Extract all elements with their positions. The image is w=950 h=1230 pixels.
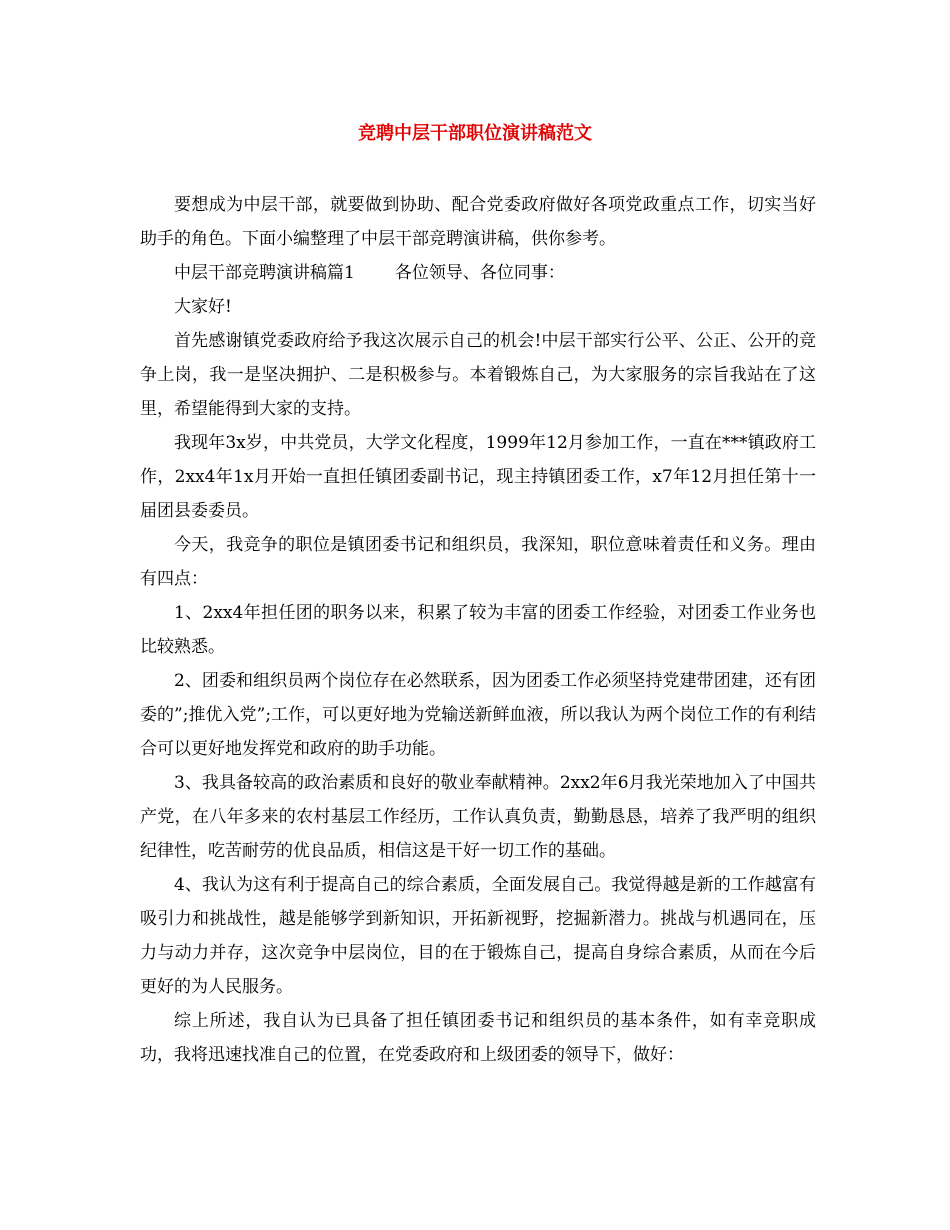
body-paragraph: 首先感谢镇党委政府给予我这次展示自己的机会!中层干部实行公平、公正、公开的竞争上岗，我一是坚决拥护、二是积极参与。本着锻炼自己，为大家服务的宗旨我站在了这里，希望能得到大家的支持。 bbox=[140, 331, 816, 419]
document-title: 竞聘中层干部职位演讲稿范文 bbox=[358, 123, 592, 144]
salutation: 各位领导、各位同事： bbox=[394, 263, 565, 283]
document-body bbox=[140, 188, 816, 1072]
body-paragraph: 综上所述，我自认为已具备了担任镇团委书记和组织员的基本条件，如有幸竞职成功，我将迅速找准自己的位置，在党委政府和上级团委的领导下，做好： bbox=[140, 1011, 816, 1065]
intro-paragraph: 要想成为中层干部，就要做到协助、配合党委政府做好各项党政重点工作，切实当好助手的角色。下面小编整理了中层干部竞聘演讲稿，供你参考。 bbox=[140, 195, 816, 249]
section-heading: 中层干部竞聘演讲稿篇1 bbox=[174, 263, 355, 283]
body-paragraph: 我现年3x岁，中共党员，大学文化程度，1999年12月参加工作，一直在***镇政府工作，2xx4年1x月开始一直担任镇团委副书记，现主持镇团委工作，x7年12月担任第十一届团县委委员。 bbox=[140, 433, 816, 521]
body-paragraph: 4、我认为这有利于提高自己的综合素质，全面发展自己。我觉得越是新的工作越富有吸引力和挑战性，越是能够学到新知识，开拓新视野，挖掘新潜力。挑战与机遇同在，压力与动力并存，这次竞争中层岗位，目的在于锻炼自己，提高自身综合素质，从而在今后更好的为人民服务。 bbox=[140, 875, 816, 997]
body-paragraph: 1、2xx4年担任团的职务以来，积累了较为丰富的团委工作经验，对团委工作业务也比较熟悉。 bbox=[140, 603, 816, 657]
section-heading-line bbox=[140, 256, 816, 290]
body-paragraph: 3、我具备较高的政治素质和良好的敬业奉献精神。2xx2年6月我光荣地加入了中国共产党，在八年多来的农村基层工作经历，工作认真负责，勤勤恳恳，培养了我严明的组织纪律性，吃苦耐劳的优良品质，相信这是干好一切工作的基础。 bbox=[140, 773, 816, 861]
body-paragraph: 今天，我竞争的职位是镇团委书记和组织员，我深知，职位意味着责任和义务。理由有四点： bbox=[140, 535, 816, 589]
greeting: 大家好! bbox=[174, 297, 232, 317]
body-paragraph: 2、团委和组织员两个岗位存在必然联系，因为团委工作必须坚持党建带团建，还有团委的”;推优入党”;工作，可以更好地为党输送新鲜血液，所以我认为两个岗位工作的有利结合可以更好地发挥党和政府的助手功能。 bbox=[140, 671, 816, 759]
